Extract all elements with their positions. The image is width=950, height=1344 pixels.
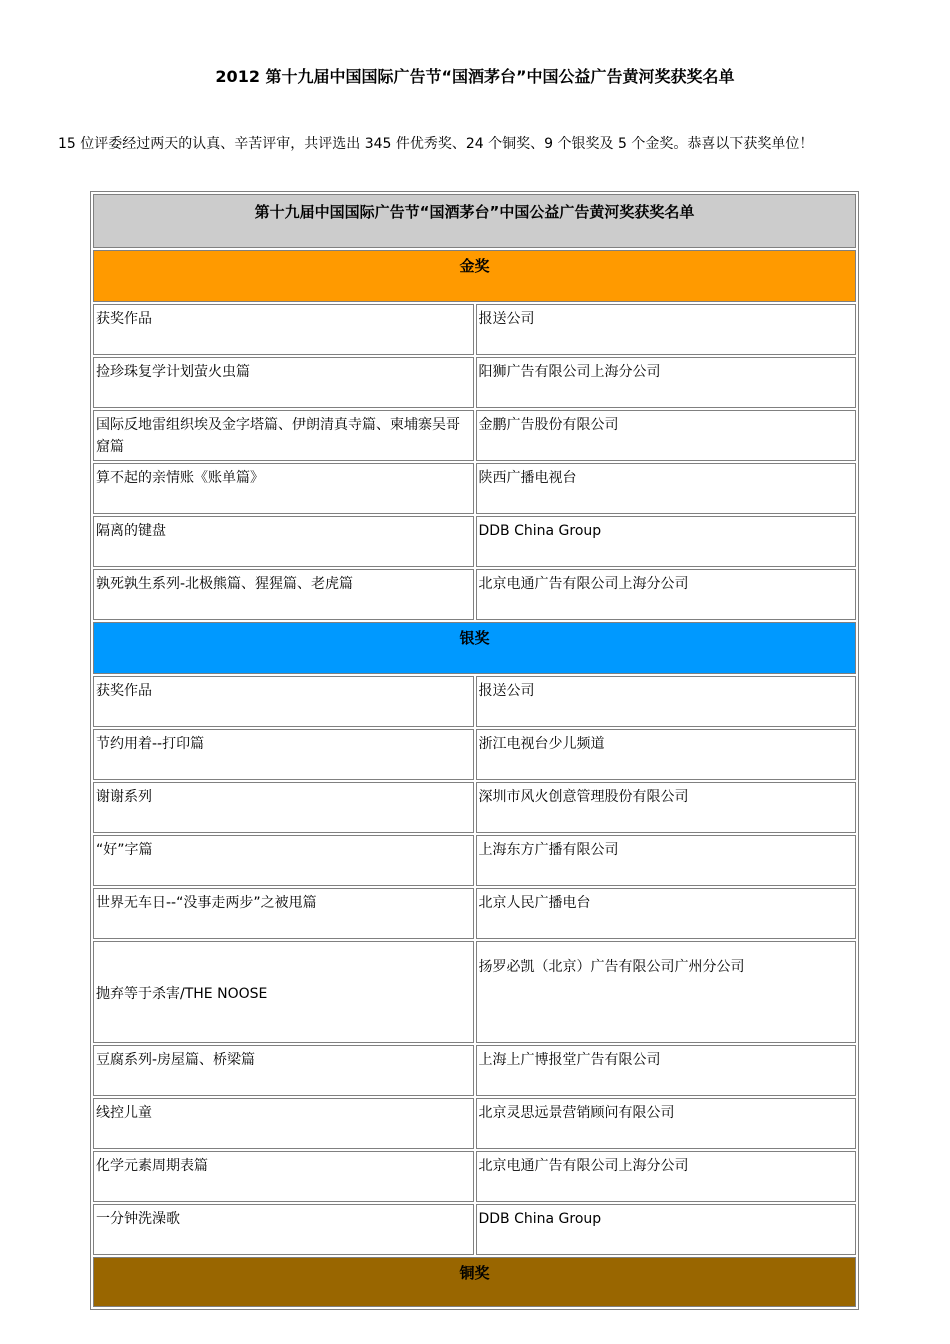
silver-section-row — [93, 622, 856, 674]
silver-section-label: 银奖 — [93, 622, 856, 674]
company-cell: 北京灵思远景营销顾问有限公司 — [476, 1098, 857, 1149]
table-header: 第十九届中国国际广告节“国酒茅台”中国公益广告黄河奖获奖名单 — [93, 194, 856, 248]
work-cell: 孰死孰生系列-北极熊篇、猩猩篇、老虎篇 — [93, 569, 474, 620]
table-row — [93, 304, 856, 355]
work-cell: 抛弃等于杀害/THE NOOSE — [93, 941, 474, 1043]
company-cell: 北京人民广播电台 — [476, 888, 857, 939]
table-row — [93, 835, 856, 886]
work-cell: 国际反地雷组织埃及金字塔篇、伊朗清真寺篇、柬埔寨吴哥窟篇 — [93, 410, 474, 461]
table-row — [93, 410, 856, 461]
work-cell: 算不起的亲情账《账单篇》 — [93, 463, 474, 514]
company-cell: DDB China Group — [476, 516, 857, 567]
work-cell: 线控儿童 — [93, 1098, 474, 1149]
company-cell: 金鹏广告股份有限公司 — [476, 410, 857, 461]
company-cell: 扬罗必凯（北京）广告有限公司广州分公司 — [476, 941, 857, 1043]
table-row — [93, 463, 856, 514]
work-cell: 世界无车日--“没事走两步”之被甩篇 — [93, 888, 474, 939]
work-cell: 一分钟洗澡歌 — [93, 1204, 474, 1255]
table-row — [93, 676, 856, 727]
column-header-work: 获奖作品 — [93, 676, 474, 727]
table-row — [93, 1098, 856, 1149]
company-cell: 陕西广播电视台 — [476, 463, 857, 514]
table-row — [93, 888, 856, 939]
bronze-section-label: 铜奖 — [93, 1257, 856, 1307]
work-cell: 化学元素周期表篇 — [93, 1151, 474, 1202]
table-row — [93, 1045, 856, 1096]
company-cell: 北京电通广告有限公司上海分公司 — [476, 1151, 857, 1202]
column-header-company: 报送公司 — [476, 304, 857, 355]
table-header-row — [93, 194, 856, 248]
work-cell: 节约用着--打印篇 — [93, 729, 474, 780]
intro-paragraph: 15 位评委经过两天的认真、辛苦评审，共评选出 345 件优秀奖、24 个铜奖、9 个银奖及 5 个金奖。恭喜以下获奖单位！ — [58, 136, 814, 152]
gold-section-label: 金奖 — [93, 250, 856, 302]
company-cell: 深圳市风火创意管理股份有限公司 — [476, 782, 857, 833]
table-row — [93, 357, 856, 408]
work-cell: 隔离的键盘 — [93, 516, 474, 567]
company-cell: 阳狮广告有限公司上海分公司 — [476, 357, 857, 408]
table-row — [93, 941, 856, 1043]
company-cell: 浙江电视台少儿频道 — [476, 729, 857, 780]
awards-table — [90, 191, 859, 1310]
company-cell: 上海东方广播有限公司 — [476, 835, 857, 886]
gold-section-row — [93, 250, 856, 302]
company-cell: 上海上广博报堂广告有限公司 — [476, 1045, 857, 1096]
work-cell: 豆腐系列-房屋篇、桥梁篇 — [93, 1045, 474, 1096]
table-row — [93, 1151, 856, 1202]
table-row — [93, 782, 856, 833]
document-title: 2012 第十九届中国国际广告节“国酒茅台”中国公益广告黄河奖获奖名单 — [215, 67, 735, 86]
column-header-work: 获奖作品 — [93, 304, 474, 355]
table-row — [93, 569, 856, 620]
company-cell: 北京电通广告有限公司上海分公司 — [476, 569, 857, 620]
table-row — [93, 729, 856, 780]
work-cell: 捡珍珠复学计划萤火虫篇 — [93, 357, 474, 408]
work-cell: 谢谢系列 — [93, 782, 474, 833]
column-header-company: 报送公司 — [476, 676, 857, 727]
bronze-section-row — [93, 1257, 856, 1307]
work-cell: “好”字篇 — [93, 835, 474, 886]
table-row — [93, 516, 856, 567]
company-cell: DDB China Group — [476, 1204, 857, 1255]
table-row — [93, 1204, 856, 1255]
